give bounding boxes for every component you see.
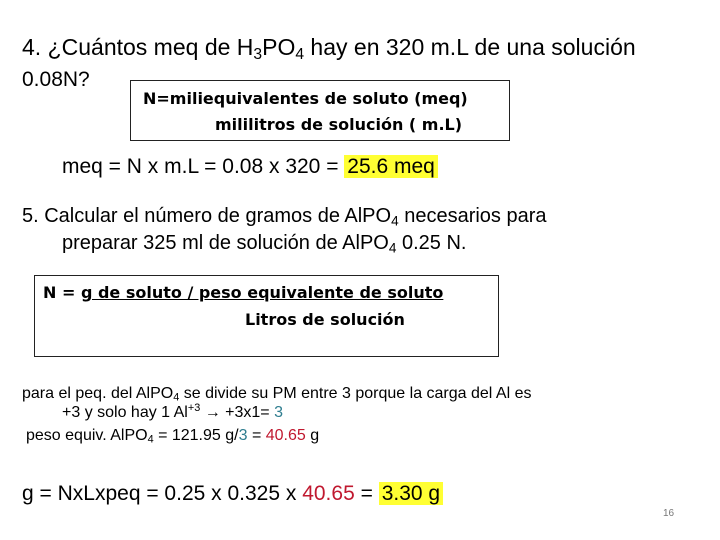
explanation-text: = 121.95 g/: [153, 427, 239, 444]
question-text: PO: [262, 34, 296, 60]
unit-text: g: [305, 427, 320, 444]
subscript: 4: [173, 391, 180, 404]
explanation-text: para el peq. del AlPO: [22, 385, 174, 402]
question-text: preparar 325 ml de solución de AlPO: [62, 232, 389, 254]
superscript: +3: [187, 402, 201, 415]
question-text: 0.25 N.: [396, 232, 467, 254]
divisor-value: 3: [274, 404, 283, 421]
question-text: hay en 320 m.L de una solución: [304, 34, 636, 60]
explanation-line1: [22, 385, 531, 403]
question-text: ¿Cuántos meq de H: [47, 34, 254, 60]
meq-calculation: [62, 155, 438, 179]
equals-sign: =: [247, 427, 266, 444]
formula-denominator: Litros de solución: [245, 310, 405, 329]
problem5-question: [22, 205, 547, 228]
explanation-text: +3 y solo hay 1 Al: [62, 404, 188, 421]
formula-numerator: [143, 89, 468, 108]
subscript: 4: [147, 433, 154, 446]
page-number: 16: [663, 508, 675, 519]
explanation-text: se divide su PM entre 3 porque la carga del Al es: [179, 385, 532, 402]
highlighted-answer: 3.30 g: [379, 482, 443, 505]
subscript: 4: [295, 45, 305, 63]
explanation-text: +3x1=: [225, 404, 275, 421]
divisor-value: 3: [238, 427, 248, 444]
normality-formula-box: [130, 80, 510, 141]
explanation-line2: [62, 404, 283, 422]
question-text: necesarios para: [398, 205, 547, 227]
highlighted-answer: 25.6 meq: [344, 155, 438, 178]
formula-numerator-text: g de soluto / peso equivalente de soluto: [80, 283, 444, 302]
question-text: 5. Calcular el número de gramos de AlPO: [22, 205, 392, 227]
formula-numerator-text: N=miliequivalentes de soluto (meq): [143, 89, 468, 108]
equivalent-weight-value: 40.65: [302, 482, 355, 505]
arrow-icon: →: [200, 404, 226, 421]
equivalent-weight-value: 40.65: [265, 427, 306, 444]
calc-text: meq = N x m.L = 0.08 x 320 =: [62, 155, 345, 178]
problem5-question-line2: [62, 232, 466, 255]
subscript: 4: [388, 240, 397, 256]
problem-number: 4.: [22, 34, 48, 60]
formula-prefix: N =: [43, 283, 81, 302]
final-calculation: [22, 482, 443, 506]
subscript: 3: [253, 45, 263, 63]
equivalent-weight-formula-box: [34, 275, 499, 357]
equals-sign: =: [354, 482, 379, 505]
formula-numerator: [43, 283, 443, 302]
problem4-question-line2: 0.08N?: [22, 68, 90, 91]
equivalent-weight-calc: [26, 427, 319, 445]
calc-text: g = NxLxpeq = 0.25 x 0.325 x: [22, 482, 303, 505]
formula-denominator: mililitros de solución ( m.L): [215, 115, 463, 134]
explanation-text: peso equiv. AlPO: [26, 427, 148, 444]
problem4-question: [22, 34, 636, 61]
subscript: 4: [391, 213, 399, 229]
